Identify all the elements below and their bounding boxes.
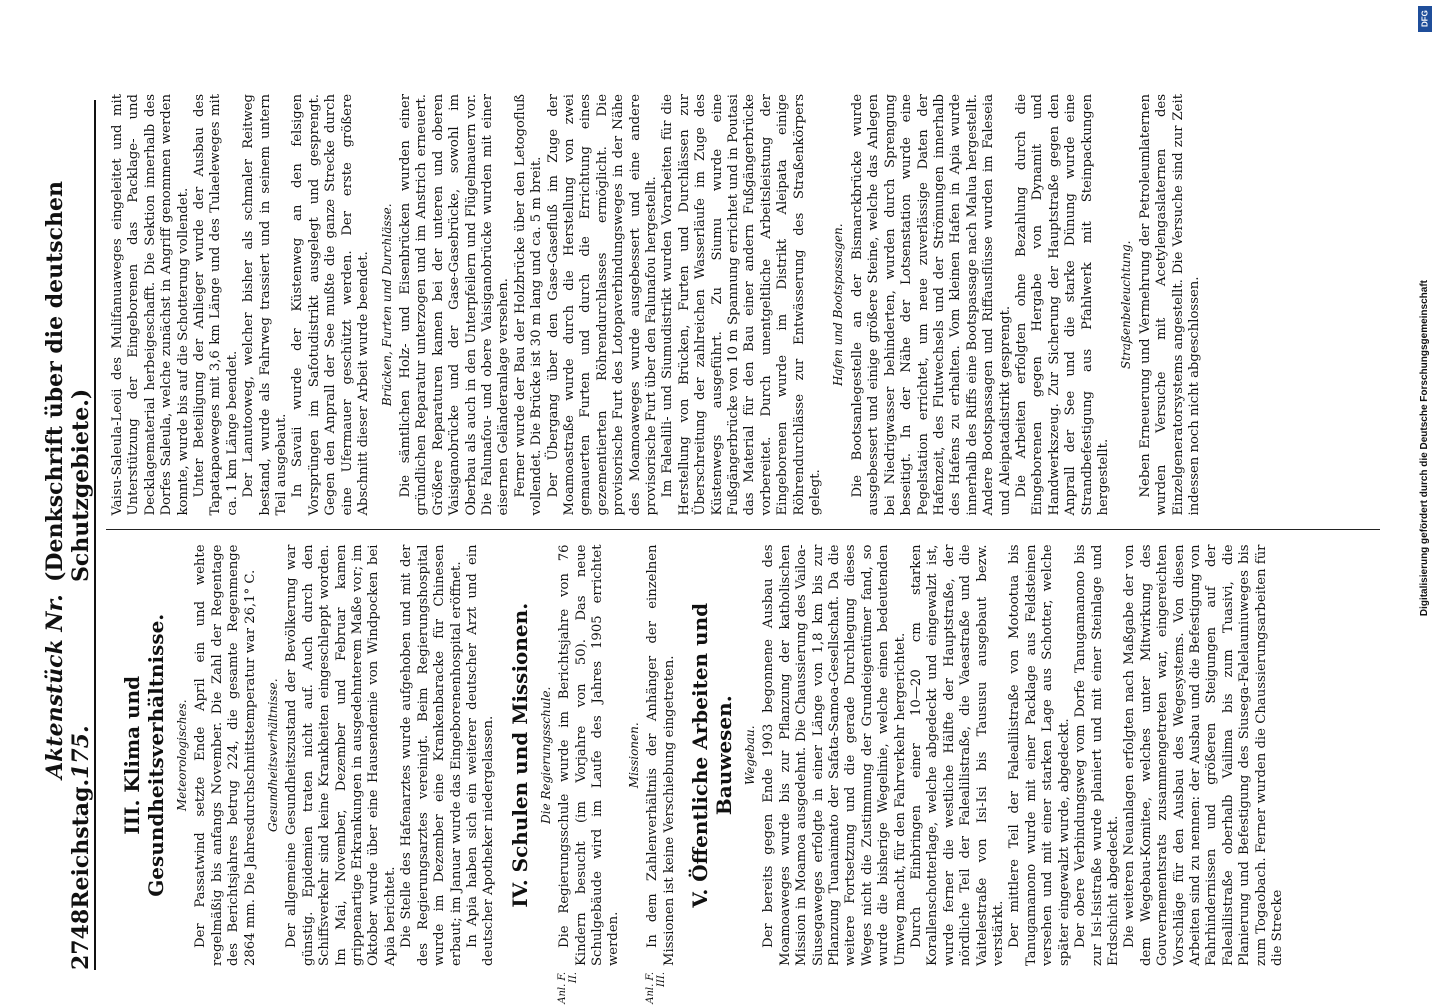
col2-text-2: Unter Beteiligung der Anlieger wurde der Ausbau des Tapatapaoweges mit 3,6 km Länge und des Tulaeleweges mit ca. 1 km Länge beendet.	[192, 94, 240, 516]
roads-text-3: Der mittlere Teil der Falealilistraße von Motootua bis Tanugamanono wurde mit einer Packlage aus Feldsteinen versehen und mit einer starken Lage aus Schotter, welche später eingewalzt wurde, abgedeckt.	[1007, 544, 1072, 966]
school-heading: Die Regierungsschule.	[538, 686, 553, 824]
missions-margin-note: Anl. F. III.	[645, 972, 668, 1004]
section-4-title: IV. Schulen und Missionen.	[507, 602, 532, 908]
school-margin-note: Anl. F. II.	[557, 972, 580, 1004]
header-title: (Denkschrift über die deutschen Schutzgebiete.)	[42, 180, 94, 583]
col2-text-4: In Savaii wurde der Küstenweg an den felsigen Vorsprüngen im Safotudistrikt ausgelegt und gesprengt. Gegen den Anprall der See mußte die ganze Strecke durch eine Ufermauer geschützt werden. Der erste größere Abschnitt dieser Arbeit wurde beendet.	[290, 94, 372, 516]
digitization-credit: Digitalisierung gefördert durch die Deutsche Forschungsgemeinschaft	[1419, 280, 1430, 617]
page-number: 2748	[68, 908, 94, 970]
bridges-text-1: Die sämtlichen Holz- und Eisenbrücken wurden einer gründlichen Reparatur unterzogen und im Anstrich erneuert. Größere Reparaturen kamen bei der unteren und oberen Vaisiganobrücke und der Gase-Gasebrücke, sowohl im Oberbau als auch in den Unterpfeilern und Flügelmauern vor. Die Falunafou- und obere Vaisiganobrücke wurden mit einer eisernen Geländeranlage versehen.	[397, 94, 512, 516]
missions-block	[645, 544, 678, 1004]
document-page	[42, 80, 1380, 1004]
health-text-2: Die Stelle des Hafenarztes wurde aufgehoben und mit der des Regierungsarztes vereinigt. Beim Regierungshospital wurde im Dezember eine Krankenbaracke für Chinesen erbaut; im Januar wurde das Eingeborenenhospital eröffnet.	[399, 544, 464, 966]
col2-text-3: Der Lanutooweg, welcher bisher als schmaler Reitweg bestand, wurde als Fahrweg trassiert und in seinem untern Teil ausgebaut.	[241, 94, 290, 516]
column-left	[106, 531, 1380, 1004]
roads-text-4: Der obere Verbindungsweg vom Dorfe Tanugamanono bis zur Isi-Isistraße wurde planiert und mit einer Steinlage und Erdschicht abgedeckt.	[1073, 544, 1121, 966]
bridges-text-2: Ferner wurde der Bau der Holzbrücke über den Letogofluß vollendet. Die Brücke ist 30 m lang und ca. 5 m breit.	[512, 94, 545, 516]
bridges-text-4: Im Falealili- und Siumudistrikt wurden Vorarbeiten für die Herstellung von Brücken, Furten und Durchlässen zur Überschreitung der zahlreichen Wasserläufe im Zuge des Küstenwegs ausgeführt. Zu Siumu wurde eine Fußgängerbrücke von 10 m Spannung errichtet und in Poutasi das Material für den Bau einer andern Fußgängerbrücke vorbereitet. Durch unentgeltliche Arbeitsleistung der Eingeborenen wurde im Distrikt Aleipata einige Röhrendurchlässe zur Entwässerung des Straßenkörpers gelegt.	[660, 94, 824, 516]
harbor-text-1: Die Bootsanlegestelle an der Bismarckbrücke wurde ausgebessert und einige größere Steine, welche das Anlegen bei Niedrigwasser behinderten, wurden durch Sprengung beseitigt. In der Nähe der Lotsenstation wurde eine Pegelstation errichtet, um neue zuverlässige Daten der Hafenzeit, des Flutwechsels und der Strömungen innerhalb des Hafens zu erhalten. Vom kleinen Hafen in Apia wurde innerhalb des Riffs eine Bootspassage nach Malua hergestellt. Andere Bootspassagen und Riffausflüsse wurden im Faleseia und Aleipatadistrikt gesprengt.	[849, 94, 1013, 516]
roads-heading: Wegebau.	[742, 725, 757, 786]
dfg-logo: DFG	[1418, 6, 1432, 32]
column-right	[106, 80, 1380, 531]
page-header	[42, 100, 96, 970]
section-5-title: V. Öffentliche Arbeiten und Bauwesen.	[687, 602, 736, 908]
bridges-text-3: Der Übergang über den Gase-Gasefluß im Zuge der Moamoastraße wurde durch die Herstellung von zwei gemauerten Furten und durch die Errichtung eines gezementierten Röhrendurchlasses ermöglicht. Die provisorische Furt des Lotopaverbindungsweges in der Nähe des Moamoaweges wurde ausgebessert und eine andere provisorische Furt über den Falunafou hergestellt.	[545, 94, 659, 516]
roads-text-1: Der bereits gegen Ende 1903 begonnene Ausbau des Moamoaweges wurde bis zur Pflanzung der katholischen Mission in Moamoa ausgedehnt. Die Chaussierung des Vailoa-Siusegaweges erfolgte in einer Länge von 1,8 km bis zur Pflanzung Tuanaimato der Safata-Samoa-Gesellschaft. Da die weitere Fortsetzung und die gerade Durchlegung dieses Weges nicht die Zustimmung der Grundeigentümer fand, so wurde die bisherige Wegelinie, welche einen bedeutenden Umweg macht, für den Fahrverkehr hergerichtet.	[761, 544, 908, 966]
header-aktenstueck: Aktenstück Nr. 175.	[42, 594, 94, 779]
health-text-1: Der allgemeine Gesundheitszustand der Bevölkerung war günstig. Epidemien traten nicht auf. Auch durch den Schiffsverkehr sind keine Krankheiten eingeschleppt worden. Im Mai, November, Dezember und Februar kamen grippenartige Erkrankungen in ausgedehnterem Maße vor; im Oktober wurde über eine Hausendemie von Windpocken bei Apia berichtet.	[284, 544, 398, 966]
meteo-heading: Meteorologisches.	[175, 699, 189, 812]
roads-text-2: Durch Einbringen einer 10—20 cm starken Korallenschotterlage, welche abgedeckt und eingewalzt ist, wurde ferner die westliche Hälfte der Hauptstraße, der nördliche Teil der Falealilistraße, die Vaeastraße und die Vaitelestraße von Isi-Isi bis Taususu ausgebaut bezw. verstärkt.	[909, 544, 1007, 966]
section-3-title: III. Klima und Gesundheitsverhältnisse.	[120, 613, 168, 897]
header-reichstag: Reichstag.	[68, 778, 94, 909]
harbor-heading: Hafen und Bootspassagen.	[831, 223, 846, 387]
columns	[106, 80, 1380, 1004]
bridges-heading: Brücken, Furten und Durchlässe.	[379, 203, 394, 407]
roads-text-5: Die weiteren Neuanlagen erfolgten nach Maßgabe der von dem Wegebau-Komitee, welches unter Mitwirkung des Gouvernementsrats zusammengetreten war, eingereichten Vorschläge für den Ausbau des Wegesystems. Von diesen Arbeiten sind zu nennen: der Ausbau und die Befestigung von Fahrhindernissen und größeren Steigungen auf der Falealilistraße oberhalb Vailima bis zum Tuasivi, die Planierung und Befestigung des Siusega-Falelauniuweges bis zum Togaobach. Ferner wurden die Chaussierungsarbeiten für die Strecke	[1122, 544, 1285, 966]
missions-text: In dem Zahlenverhältnis der Anhänger der einzelnen Missionen ist keine Verschiebung eingetreten.	[645, 544, 677, 966]
school-block	[557, 544, 623, 1004]
harbor-text-2: Die Arbeiten erfolgten ohne Bezahlung durch die Eingeborenen gegen Hergabe von Dynamit und Handwerkszeug. Zur Sicherung der Hauptstraße gegen den Anprall der See und die starke Dünung wurde eine Strandbefestigung aus Pfahlwerk mit Steinpackungen hergestellt.	[1013, 94, 1111, 516]
health-heading: Gesundheitsverhältnisse.	[266, 678, 281, 833]
meteo-text: Der Passatwind setzte Ende April ein und wehte regelmäßig bis anfangs November. Die Zahl der Regentage des Berichtsjahres betrug 224, die gesamte Regenmenge 2864 mm. Die Jahresdurchschnittstemperatur war 26,1° C.	[193, 544, 258, 966]
lighting-text: Neben Erneuerung und Vermehrung der Petroleumlaternen wurden Versuche mit Acetylengaslaternen des Einzelgeneratorsystems angestellt. Die Versuche sind zur Zeit indessen noch nicht abgeschlossen.	[1137, 94, 1202, 516]
lighting-heading: Straßenbeleuchtung.	[1119, 240, 1134, 369]
school-text: Die Regierungsschule wurde im Berichtsjahre von 76 Kindern besucht (im Vorjahre von 50). Das neue Schulgebäude wird im Laufe des Jahres 1905 errichtet werden.	[557, 544, 622, 966]
col2-text-1: Vaisu-Saleula-Leoii des Mulifanuaweges eingeleitet und mit Unterstützung der Eingeborenen das Packlage- und Decklagematerial herbeigeschafft. Die Sektion innerhalb des Dorfes Saleula, welche zunächst in Angriff genommen werden konnte, wurde bis auf die Schotterung vollendet.	[110, 94, 191, 516]
missions-heading: Missionen.	[626, 722, 641, 789]
health-text-3: In Apia haben sich ein weiterer deutscher Arzt und ein deutscher Apotheker niedergelassen.	[464, 544, 497, 966]
